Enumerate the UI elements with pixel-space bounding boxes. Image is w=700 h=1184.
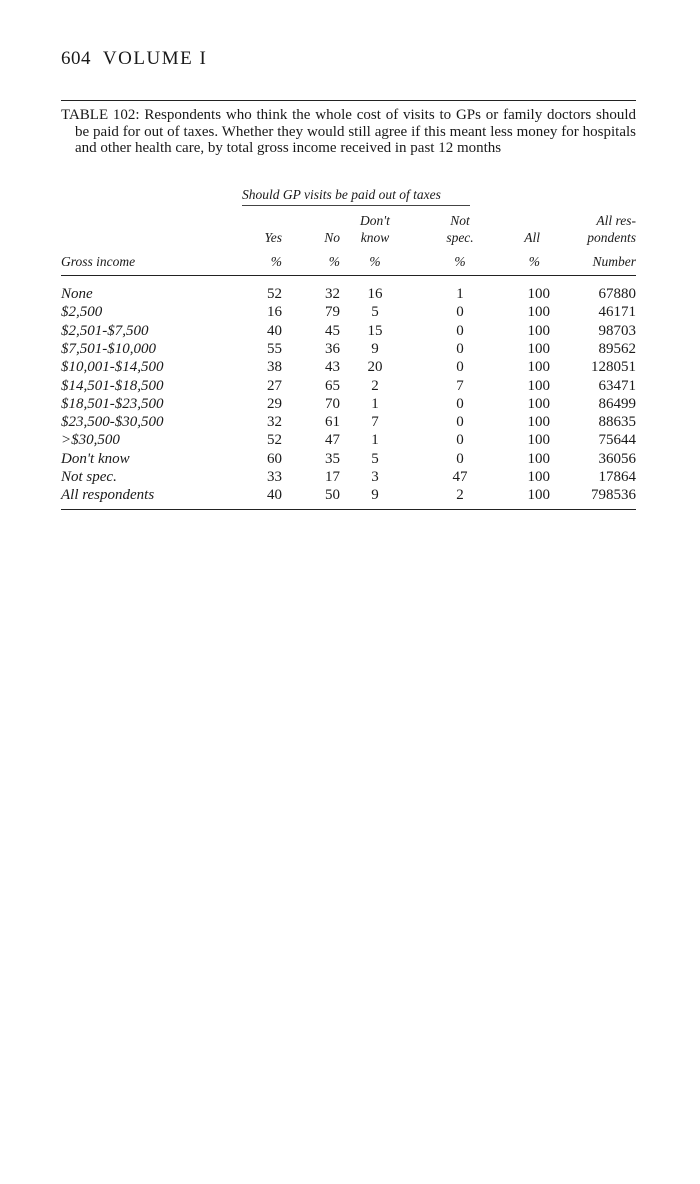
- cell-dontknow: 2: [371, 377, 379, 394]
- cell-no: 65: [325, 377, 340, 394]
- cell-all: 100: [527, 304, 550, 321]
- cell-notspec: 7: [456, 377, 464, 394]
- cell-no: 35: [325, 450, 340, 467]
- cell-allresp: 67880: [598, 286, 636, 302]
- cell-all: 100: [527, 359, 550, 376]
- cell-all: 100: [527, 377, 550, 394]
- table-row: [0, 432, 700, 450]
- cell-no: 47: [325, 432, 340, 449]
- spanner-rule: [242, 205, 470, 206]
- cell-yes: 27: [267, 377, 282, 394]
- table-caption: TABLE 102: Respondents who think the whole cost of visits to GPs or family doctors should be paid for out of taxes. Whether they would still agree if this meant less money for hospitals and other health care, by total gross income received in past 12 months: [61, 107, 636, 156]
- cell-dontknow: 15: [367, 322, 383, 339]
- cell-all: 100: [527, 322, 550, 339]
- col-header-dontknow-line1: Don't: [360, 213, 390, 228]
- row-label: $2,501-$7,500: [61, 322, 149, 339]
- table-row: [0, 469, 700, 487]
- cell-dontknow: 9: [371, 487, 379, 504]
- row-label: Don't know: [61, 450, 130, 467]
- table-row: [0, 414, 700, 432]
- stub-header: Gross income: [61, 254, 136, 269]
- table-row: [0, 323, 700, 341]
- cell-no: 43: [325, 359, 340, 376]
- cell-dontknow: 20: [367, 359, 383, 376]
- cell-no: 45: [325, 322, 340, 339]
- cell-all: 100: [527, 487, 550, 504]
- cell-no: 17: [325, 469, 340, 485]
- header-bottom-rule: [61, 275, 636, 276]
- col-header-allresp-line2: pondents: [587, 230, 636, 245]
- cell-notspec: 1: [456, 286, 464, 302]
- col-header-all: All: [524, 230, 540, 245]
- cell-no: 61: [325, 414, 340, 431]
- cell-no: 32: [325, 286, 340, 302]
- col-header-no: No: [324, 230, 340, 245]
- col-header-notspec-line2: spec.: [446, 230, 474, 245]
- cell-dontknow: 9: [371, 340, 379, 357]
- cell-allresp: 128051: [591, 359, 636, 376]
- table-row: [0, 286, 700, 304]
- cell-allresp: 46171: [598, 304, 636, 321]
- cell-dontknow: 5: [371, 304, 379, 321]
- cell-yes: 52: [267, 432, 282, 449]
- unit-yes: %: [270, 254, 282, 269]
- row-label: >$30,500: [61, 432, 120, 449]
- cell-notspec: 47: [452, 469, 468, 485]
- cell-notspec: 0: [456, 432, 464, 449]
- page-number: 604: [61, 48, 91, 69]
- caption-top-rule: [61, 100, 636, 101]
- cell-notspec: 0: [456, 395, 464, 412]
- running-head: [61, 48, 207, 70]
- cell-yes: 16: [267, 304, 282, 321]
- table-row: [0, 378, 700, 396]
- col-header-notspec-line1: Not: [450, 213, 470, 228]
- cell-all: 100: [527, 286, 550, 302]
- cell-yes: 55: [267, 340, 282, 357]
- cell-yes: 60: [267, 450, 282, 467]
- row-label: $23,500-$30,500: [61, 414, 164, 431]
- cell-all: 100: [527, 395, 550, 412]
- cell-all: 100: [527, 432, 550, 449]
- row-label: None: [61, 286, 93, 302]
- cell-yes: 52: [267, 286, 282, 302]
- cell-notspec: 0: [456, 450, 464, 467]
- cell-allresp: 798536: [591, 487, 636, 504]
- col-header-allresp-line1: All res-: [596, 213, 636, 228]
- col-header-yes: Yes: [264, 230, 282, 245]
- cell-no: 50: [325, 487, 340, 504]
- cell-allresp: 75644: [598, 432, 636, 449]
- col-header-dontknow-line2: know: [360, 230, 390, 245]
- cell-notspec: 0: [456, 322, 464, 339]
- cell-yes: 38: [267, 359, 282, 376]
- cell-allresp: 88635: [598, 414, 636, 431]
- cell-no: 36: [325, 340, 340, 357]
- volume-label: VOLUME I: [102, 48, 208, 69]
- table-bottom-rule: [61, 509, 636, 510]
- cell-all: 100: [527, 340, 550, 357]
- cell-no: 79: [325, 304, 340, 321]
- cell-dontknow: 1: [371, 432, 379, 449]
- table-row: [0, 341, 700, 359]
- row-label: $7,501-$10,000: [61, 340, 156, 357]
- cell-allresp: 63471: [598, 377, 636, 394]
- cell-dontknow: 7: [371, 414, 379, 431]
- cell-notspec: 2: [456, 487, 464, 504]
- cell-yes: 33: [267, 469, 282, 485]
- table-row: [0, 487, 700, 505]
- cell-notspec: 0: [456, 359, 464, 376]
- cell-allresp: 17864: [598, 469, 636, 485]
- table-row: [0, 304, 700, 322]
- cell-no: 70: [325, 395, 340, 412]
- cell-dontknow: 3: [371, 469, 379, 485]
- row-label: $14,501-$18,500: [61, 377, 164, 394]
- row-label: Not spec.: [61, 469, 117, 485]
- cell-allresp: 86499: [598, 395, 636, 412]
- row-label: $2,500: [61, 304, 103, 321]
- cell-dontknow: 16: [367, 286, 383, 302]
- cell-notspec: 0: [456, 340, 464, 357]
- cell-yes: 32: [267, 414, 282, 431]
- row-label: All respondents: [61, 487, 155, 504]
- cell-yes: 40: [267, 322, 282, 339]
- unit-no: %: [328, 254, 340, 269]
- cell-allresp: 89562: [598, 340, 636, 357]
- cell-allresp: 98703: [598, 322, 636, 339]
- cell-notspec: 0: [456, 414, 464, 431]
- row-label: $18,501-$23,500: [61, 395, 164, 412]
- cell-yes: 40: [267, 487, 282, 504]
- cell-notspec: 0: [456, 304, 464, 321]
- cell-all: 100: [527, 469, 550, 485]
- cell-dontknow: 5: [371, 450, 379, 467]
- cell-all: 100: [527, 450, 550, 467]
- table-row: [0, 451, 700, 469]
- cell-all: 100: [527, 414, 550, 431]
- cell-dontknow: 1: [371, 395, 379, 412]
- table-row: [0, 359, 700, 377]
- unit-allresp: Number: [592, 254, 636, 269]
- column-spanner: Should GP visits be paid out of taxes: [242, 187, 441, 202]
- cell-allresp: 36056: [598, 450, 636, 467]
- unit-notspec: %: [454, 254, 466, 269]
- table-row: [0, 396, 700, 414]
- cell-yes: 29: [267, 395, 282, 412]
- unit-all: %: [528, 254, 540, 269]
- row-label: $10,001-$14,500: [61, 359, 164, 376]
- unit-dontknow: %: [369, 254, 381, 269]
